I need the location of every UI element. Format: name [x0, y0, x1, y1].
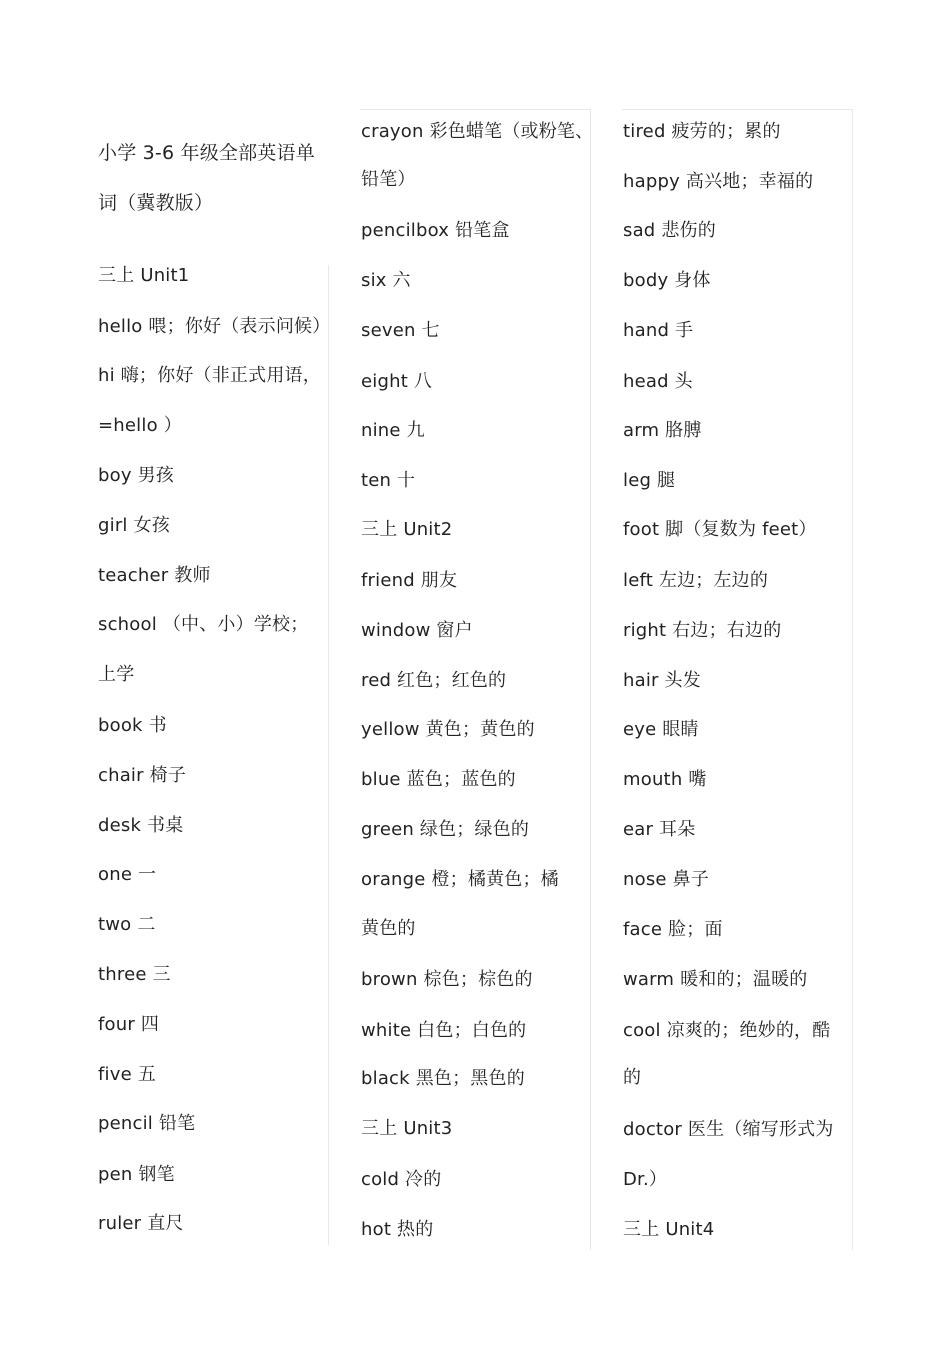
vocab-entry: tired 疲劳的；累的	[623, 121, 781, 142]
unit-heading: 三上 Unit2	[361, 519, 453, 540]
vocab-entry: hair 头发	[623, 670, 701, 691]
vocab-entry: Dr.）	[623, 1169, 668, 1190]
vocab-entry: right 右边；右边的	[623, 620, 782, 641]
vocab-entry: six 六	[361, 270, 411, 291]
vocab-entry: happy 高兴地；幸福的	[623, 171, 814, 192]
vocab-entry: desk 书桌	[98, 815, 184, 836]
vocab-entry: girl 女孩	[98, 515, 170, 536]
vocab-entry: ruler 直尺	[98, 1213, 184, 1234]
vocab-entry: body 身体	[623, 270, 711, 291]
vocab-entry: nine 九	[361, 420, 425, 441]
vocab-entry: nose 鼻子	[623, 869, 709, 890]
vocab-entry: 铅笔）	[361, 169, 416, 190]
vocab-entry: white 白色；白色的	[361, 1020, 527, 1041]
vocab-entry: mouth 嘴	[623, 769, 707, 790]
column-divider-3	[852, 110, 853, 1250]
vocab-entry: brown 棕色；棕色的	[361, 969, 533, 990]
vocab-entry: red 红色；红色的	[361, 670, 507, 691]
vocab-entry: black 黑色；黑色的	[361, 1068, 525, 1089]
vocab-entry: crayon 彩色蜡笔（或粉笔、	[361, 121, 594, 142]
vocab-entry: sad 悲伤的	[623, 220, 716, 241]
vocab-entry: four 四	[98, 1014, 160, 1035]
vocab-entry: green 绿色；绿色的	[361, 819, 530, 840]
vocab-entry: 的	[623, 1067, 642, 1088]
document-title: 小学 3-6 年级全部英语单	[98, 142, 315, 164]
vocab-entry: 黄色的	[361, 918, 416, 939]
vocab-entry: boy 男孩	[98, 465, 175, 486]
vocab-entry: hello 喂；你好（表示问候）	[98, 316, 331, 337]
top-rule-2	[360, 109, 591, 110]
unit-heading: 三上 Unit4	[623, 1219, 715, 1240]
vocab-entry: seven 七	[361, 320, 440, 341]
vocab-entry: hand 手	[623, 320, 694, 341]
unit-heading: 三上 Unit3	[361, 1118, 453, 1139]
vocab-entry: pencil 铅笔	[98, 1113, 196, 1134]
vocab-entry: window 窗户	[361, 620, 473, 641]
vocab-entry: school （中、小）学校；	[98, 614, 309, 635]
vocab-entry: foot 脚（复数为 feet）	[623, 519, 817, 540]
document-title-cont: 词（冀教版）	[98, 192, 214, 214]
vocab-entry: head 头	[623, 371, 693, 392]
column-divider-1	[328, 265, 329, 1245]
vocab-entry: leg 腿	[623, 470, 676, 491]
vocab-entry: hot 热的	[361, 1219, 434, 1240]
vocab-entry: 上学	[98, 664, 135, 685]
vocab-entry: eight 八	[361, 371, 433, 392]
vocab-entry: face 脸；面	[623, 919, 723, 940]
vocab-entry: left 左边；左边的	[623, 570, 769, 591]
vocab-entry: three 三	[98, 964, 171, 985]
vocab-entry: pen 钢笔	[98, 1164, 175, 1185]
vocab-entry: chair 椅子	[98, 765, 187, 786]
vocab-entry: teacher 教师	[98, 565, 211, 586]
vocab-entry: book 书	[98, 715, 167, 736]
vocab-entry: cool 凉爽的；绝妙的，酷	[623, 1020, 831, 1041]
vocab-entry: warm 暖和的；温暖的	[623, 969, 808, 990]
vocab-entry: hi 嗨；你好（非正式用语，	[98, 365, 321, 386]
vocab-entry: ten 十	[361, 470, 416, 491]
vocab-entry: orange 橙；橘黄色；橘	[361, 869, 559, 890]
top-rule-3	[622, 109, 853, 110]
vocab-entry: arm 胳膊	[623, 420, 702, 441]
vocab-entry: yellow 黄色；黄色的	[361, 719, 535, 740]
vocab-entry: =hello ）	[98, 415, 182, 436]
vocab-entry: doctor 医生（缩写形式为	[623, 1119, 834, 1140]
vocab-entry: ear 耳朵	[623, 819, 696, 840]
vocab-entry: five 五	[98, 1064, 156, 1085]
vocab-entry: blue 蓝色；蓝色的	[361, 769, 516, 790]
vocab-entry: two 二	[98, 914, 156, 935]
vocab-entry: friend 朋友	[361, 570, 458, 591]
unit-heading: 三上 Unit1	[98, 265, 190, 286]
vocab-entry: cold 冷的	[361, 1169, 442, 1190]
vocab-entry: eye 眼睛	[623, 719, 699, 740]
vocab-entry: one 一	[98, 864, 157, 885]
vocab-entry: pencilbox 铅笔盒	[361, 220, 510, 241]
column-divider-2	[590, 110, 591, 1250]
